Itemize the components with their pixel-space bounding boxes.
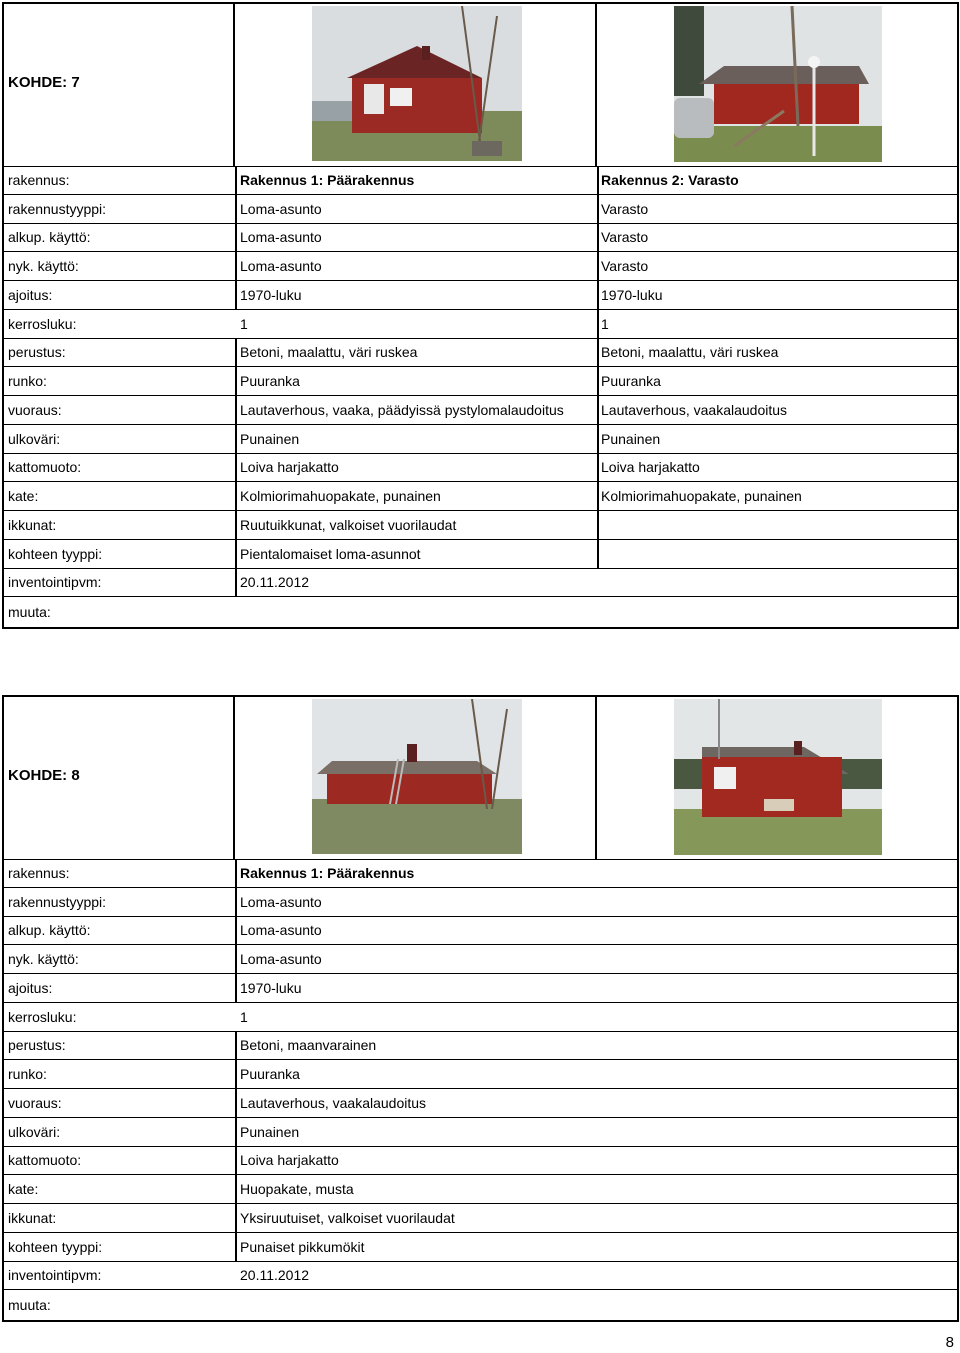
building-2-value: Puuranka xyxy=(601,373,661,390)
row-label: alkup. käyttö: xyxy=(8,229,91,246)
row-label: muuta: xyxy=(8,1296,51,1313)
table-row xyxy=(4,1204,957,1233)
building-2-value: Betoni, maalattu, väri ruskea xyxy=(601,344,779,361)
row-label: runko: xyxy=(8,1066,47,1083)
row-label: runko: xyxy=(8,373,47,390)
table-row xyxy=(4,195,957,224)
kohde-7-block xyxy=(2,2,959,629)
row-label: vuoraus: xyxy=(8,1094,62,1111)
table-row xyxy=(4,425,957,454)
row-label: inventointipvm: xyxy=(8,574,102,591)
row-label: rakennustyyppi: xyxy=(8,200,107,217)
building-1-value: Lautaverhous, vaakalaudoitus xyxy=(240,1094,427,1111)
building-1-heading: Rakennus 1: Päärakennus xyxy=(240,171,415,188)
kohde-8-title: KOHDE: 8 xyxy=(8,767,80,784)
row-label: vuoraus: xyxy=(8,401,62,418)
building-1-value: Ruutuikkunat, valkoiset vuorilaudat xyxy=(240,516,457,533)
table-row xyxy=(4,1233,957,1262)
table-row xyxy=(4,281,957,310)
table-row xyxy=(4,888,957,917)
page-number: 8 xyxy=(945,1334,954,1351)
building-2-heading: Rakennus 2: Varasto xyxy=(601,171,739,188)
row-label: ikkunat: xyxy=(8,516,57,533)
table-row xyxy=(4,974,957,1003)
table-row xyxy=(4,1147,957,1176)
building-1-value: Loma-asunto xyxy=(240,200,322,217)
row-label: muuta: xyxy=(8,603,51,620)
kohde-8-table xyxy=(4,859,957,1319)
building-1-value: Puuranka xyxy=(240,1066,300,1083)
table-row xyxy=(4,224,957,253)
table-row xyxy=(4,540,957,569)
row-label: inventointipvm: xyxy=(8,1267,102,1284)
table-row xyxy=(4,252,957,281)
table-row xyxy=(4,482,957,511)
building-2-value: 1 xyxy=(601,315,609,332)
building-1-value: Kolmiorimahuopakate, punainen xyxy=(240,488,441,505)
row-label: ajoitus: xyxy=(8,979,53,996)
building-2-value: Varasto xyxy=(601,200,649,217)
building-2-value: Punainen xyxy=(601,430,661,447)
building-1-value: Betoni, maanvarainen xyxy=(240,1037,377,1054)
row-label: kerrosluku: xyxy=(8,315,77,332)
building-1-value: Punainen xyxy=(240,1123,300,1140)
row-label: alkup. käyttö: xyxy=(8,922,91,939)
kohde-7-storage-photo xyxy=(674,6,882,162)
kohde-7-main-building-photo xyxy=(312,6,522,161)
building-1-value: Lautaverhous, vaaka, päädyissä pystylomalaudoitus xyxy=(240,401,564,418)
table-row xyxy=(4,1175,957,1204)
building-2-value: 1970-luku xyxy=(601,286,663,303)
building-1-value: Loiva harjakatto xyxy=(240,1152,339,1169)
building-2-value: Varasto xyxy=(601,258,649,275)
building-1-value: Pientalomaiset loma-asunnot xyxy=(240,545,421,562)
kohde-7-title: KOHDE: 7 xyxy=(8,74,80,91)
row-label: perustus: xyxy=(8,344,66,361)
row-label: kerrosluku: xyxy=(8,1008,77,1025)
table-row xyxy=(4,454,957,483)
building-1-value: 1 xyxy=(240,1008,248,1025)
table-row xyxy=(4,1262,957,1291)
row-label: kate: xyxy=(8,488,39,505)
row-label: rakennus: xyxy=(8,864,70,881)
table-row xyxy=(4,1032,957,1061)
table-row xyxy=(4,569,957,598)
building-1-value: Puuranka xyxy=(240,373,300,390)
building-1-value: Loma-asunto xyxy=(240,258,322,275)
building-1-value: Punaiset pikkumökit xyxy=(240,1238,365,1255)
table-row xyxy=(4,1089,957,1118)
table-row xyxy=(4,597,957,626)
table-row xyxy=(4,339,957,368)
building-1-value: 1970-luku xyxy=(240,286,302,303)
table-row xyxy=(4,396,957,425)
table-row xyxy=(4,1003,957,1032)
row-label: nyk. käyttö: xyxy=(8,951,79,968)
building-1-heading: Rakennus 1: Päärakennus xyxy=(240,864,415,881)
building-1-value: Betoni, maalattu, väri ruskea xyxy=(240,344,418,361)
row-label: rakennus: xyxy=(8,171,70,188)
table-row xyxy=(4,945,957,974)
row-label: rakennustyyppi: xyxy=(8,893,107,910)
table-row xyxy=(4,511,957,540)
building-1-value: Loiva harjakatto xyxy=(240,459,339,476)
row-label: perustus: xyxy=(8,1037,66,1054)
building-1-value: Yksiruutuiset, valkoiset vuorilaudat xyxy=(240,1209,455,1226)
building-1-value: Loma-asunto xyxy=(240,893,322,910)
table-row xyxy=(4,1118,957,1147)
table-row xyxy=(4,1290,957,1319)
kohde-7-photo-row xyxy=(4,4,957,167)
row-label: kattomuoto: xyxy=(8,1152,82,1169)
table-row xyxy=(4,166,957,195)
kohde-8-block xyxy=(2,695,959,1322)
building-2-value: Loiva harjakatto xyxy=(601,459,700,476)
building-1-value: Loma-asunto xyxy=(240,922,322,939)
row-label: kohteen tyyppi: xyxy=(8,545,103,562)
kohde-7-table xyxy=(4,166,957,626)
kohde-8-cottage-photo xyxy=(674,699,882,855)
building-1-value: 20.11.2012 xyxy=(240,574,310,591)
row-label: ikkunat: xyxy=(8,1209,57,1226)
row-label: kate: xyxy=(8,1181,39,1198)
table-row xyxy=(4,367,957,396)
kohde-8-main-building-photo xyxy=(312,699,522,854)
building-1-value: Punainen xyxy=(240,430,300,447)
table-row xyxy=(4,1060,957,1089)
building-2-value: Varasto xyxy=(601,229,649,246)
table-row xyxy=(4,310,957,339)
table-row xyxy=(4,917,957,946)
kohde-8-photo-row xyxy=(4,697,957,860)
building-2-value: Kolmiorimahuopakate, punainen xyxy=(601,488,802,505)
building-1-value: Loma-asunto xyxy=(240,951,322,968)
building-1-value: Huopakate, musta xyxy=(240,1181,354,1198)
row-label: ajoitus: xyxy=(8,286,53,303)
row-label: kattomuoto: xyxy=(8,459,82,476)
row-label: ulkoväri: xyxy=(8,430,61,447)
building-1-value: 20.11.2012 xyxy=(240,1267,310,1284)
building-1-value: Loma-asunto xyxy=(240,229,322,246)
row-label: ulkoväri: xyxy=(8,1123,61,1140)
row-label: kohteen tyyppi: xyxy=(8,1238,103,1255)
row-label: nyk. käyttö: xyxy=(8,258,79,275)
building-2-value: Lautaverhous, vaakalaudoitus xyxy=(601,401,788,418)
building-1-value: 1 xyxy=(240,315,248,332)
table-row xyxy=(4,859,957,888)
building-1-value: 1970-luku xyxy=(240,979,302,996)
